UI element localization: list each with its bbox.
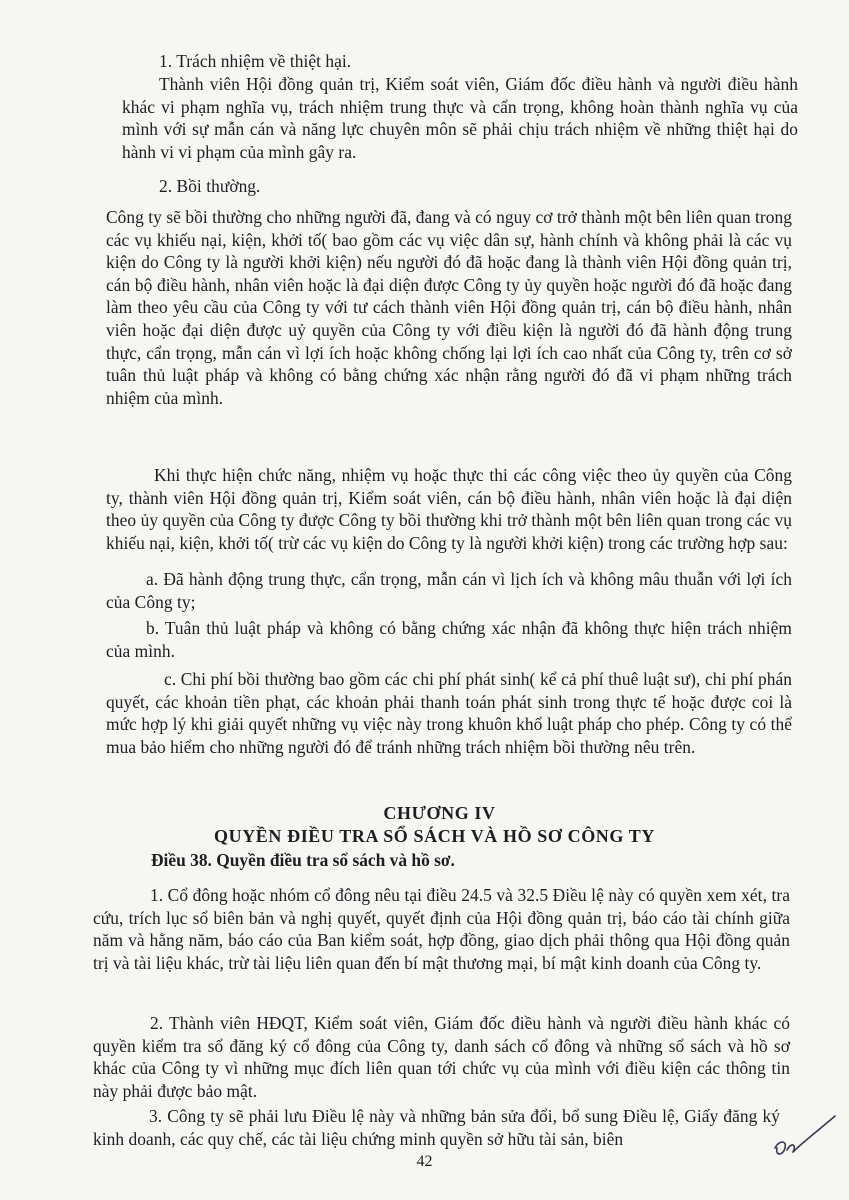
section-2-body: Công ty sẽ bồi thường cho những người đã, đang và có nguy cơ trở thành một bên liên quan trong các vụ khiếu nại, kiện, khởi tố( bao gồm các vụ việc dân sự, hành chính và không phải là các vụ kiện do Công ty là người khởi kiện) nếu người đó đã hoặc đang là thành viên Hội đồng quản trị, cán bộ điều hành, nhân viên hoặc là đại diện được Công ty ủy quyền hoặc người đó đã hoặc đang làm theo yêu cầu của Công ty với tư cách thành viên Hội đồng quản trị, cán bộ điều hành, nhân viên hoặc đại diện được uỷ quyền của Công ty với điều kiện là người đó đã hành động trung thực, cẩn trọng, mẫn cán vì lợi ích hoặc không chống lại lợi ích cao nhất của Công ty, trên cơ sở tuân thủ luật pháp và không có bằng chứng xác nhận rằng người đó đã vi phạm những trách nhiệm của mình. [106, 207, 792, 408]
section-2-body-2: Khi thực hiện chức năng, nhiệm vụ hoặc thực thi các công việc theo ủy quyền của Công ty, thành viên Hội đồng quản trị, Kiểm soát viên, cán bộ điều hành, nhân viên hoặc là đại diện theo ủy quyền của Công ty được Công ty bồi thường khi trở thành một bên liên quan trong các vụ khiếu nại, kiện, khởi tố( trừ các vụ kiện do Công ty là người khởi kiện) trong các trường hợp sau: [106, 465, 792, 553]
initials-signature [769, 1112, 839, 1172]
article-paragraph-3: 3. Công ty sẽ phải lưu Điều lệ này và những bản sửa đổi, bổ sung Điều lệ, Giấy đăng ký kinh doanh, các quy chế, các tài liệu chứng minh quyền sở hữu tài sản, biên [93, 1106, 780, 1149]
section-1-title: 1. Trách nhiệm về thiệt hại. [159, 51, 352, 71]
chapter-title: QUYỀN ĐIỀU TRA SỔ SÁCH VÀ HỒ SƠ CÔNG TY [214, 826, 655, 846]
section-1-body: Thành viên Hội đồng quản trị, Kiểm soát viên, Giám đốc điều hành và người điều hành khác vi phạm nghĩa vụ, trách nhiệm trung thực và cẩn trọng, không hoàn thành nghĩa vụ của mình với sự mẫn cán và năng lực chuyên môn sẽ phải chịu trách nhiệm về những thiệt hại do hành vi vi phạm của mình gây ra. [122, 74, 798, 162]
page-number: 42 [416, 1153, 433, 1170]
chapter-number: CHƯƠNG IV [383, 803, 496, 823]
item-c: c. Chi phí bồi thường bao gồm các chi phí phát sinh( kể cả phí thuê luật sư), chi phí phán quyết, các khoản tiền phạt, các khoản phải thanh toán phát sinh trong thực tế hoặc được coi là mức hợp lý khi giải quyết những vụ việc này trong khuôn khổ luật pháp cho phép. Công ty có thể mua bảo hiểm cho những người đó để tránh những trách nhiệm bồi thường nêu trên. [106, 669, 792, 757]
article-paragraph-1: 1. Cổ đông hoặc nhóm cổ đông nêu tại điều 24.5 và 32.5 Điều lệ này có quyền xem xét, tra cứu, trích lục sổ biên bản và nghị quyết, quyết định của Hội đồng quản trị, báo cáo tài chính giữa năm và hằng năm, báo cáo của Ban kiểm soát, hợp đồng, giao dịch phải thông qua Hội đồng quản trị và tài liệu khác, trừ tài liệu liên quan đến bí mật thương mại, bí mật kinh doanh của Công ty. [93, 885, 790, 973]
article-heading: Điều 38. Quyền điều tra sổ sách và hồ sơ. [151, 850, 455, 870]
section-2-title: 2. Bồi thường. [159, 176, 261, 196]
item-a: a. Đã hành động trung thực, cẩn trọng, mẫn cán vì lịch ích và không mâu thuẫn với lợi ích của Công ty; [106, 569, 792, 612]
article-paragraph-2: 2. Thành viên HĐQT, Kiểm soát viên, Giám đốc điều hành và người điều hành khác có quyền kiểm tra sổ đăng ký cổ đông của Công ty, danh sách cổ đông và những sổ sách và hồ sơ khác của Công ty vì những mục đích liên quan tới chức vụ của mình với điều kiện các thông tin này phải được bảo mật. [93, 1013, 790, 1101]
item-b: b. Tuân thủ luật pháp và không có bằng chứng xác nhận đã không thực hiện trách nhiệm của mình. [106, 618, 792, 661]
